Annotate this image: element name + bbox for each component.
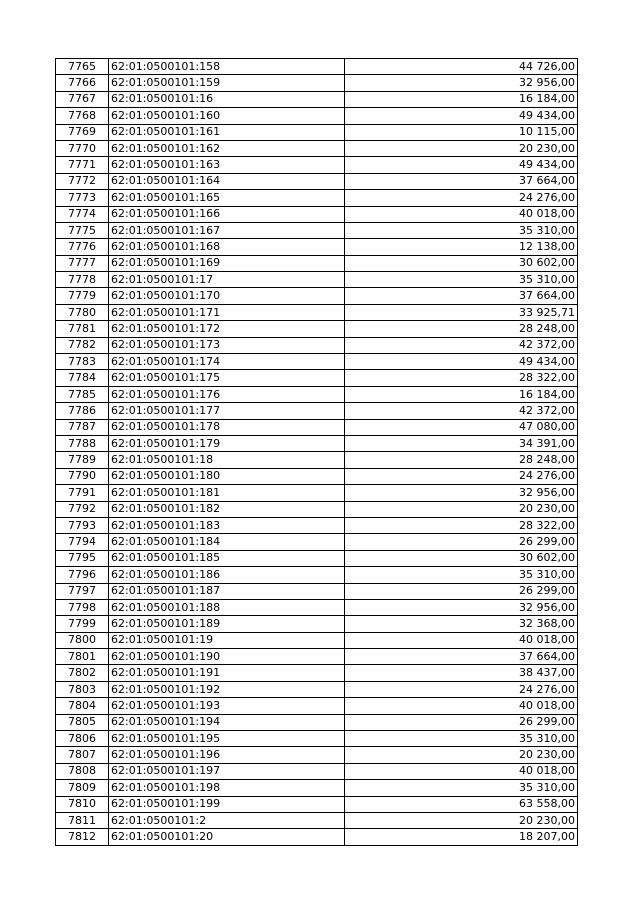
table-row bbox=[56, 321, 578, 337]
cadastral-value-cell: 26 299,00 bbox=[345, 714, 578, 730]
row-number-cell: 7770 bbox=[56, 140, 109, 156]
row-number-cell: 7791 bbox=[56, 485, 109, 501]
cadastral-number-cell: 62:01:0500101:161 bbox=[109, 124, 345, 140]
cadastral-number-cell: 62:01:0500101:166 bbox=[109, 206, 345, 222]
table-row bbox=[56, 649, 578, 665]
cadastral-value-cell: 32 368,00 bbox=[345, 616, 578, 632]
cadastral-value-cell: 26 299,00 bbox=[345, 583, 578, 599]
row-number-cell: 7774 bbox=[56, 206, 109, 222]
table-row bbox=[56, 206, 578, 222]
table-row bbox=[56, 501, 578, 517]
row-number-cell: 7794 bbox=[56, 534, 109, 550]
cadastral-number-cell: 62:01:0500101:174 bbox=[109, 354, 345, 370]
cadastral-number-cell: 62:01:0500101:179 bbox=[109, 435, 345, 451]
table-row bbox=[56, 337, 578, 353]
cadastral-value-cell: 35 310,00 bbox=[345, 222, 578, 238]
cadastral-value-cell: 40 018,00 bbox=[345, 698, 578, 714]
cadastral-number-cell: 62:01:0500101:158 bbox=[109, 59, 345, 75]
table-row bbox=[56, 386, 578, 402]
cadastral-value-cell: 35 310,00 bbox=[345, 731, 578, 747]
cadastral-number-cell: 62:01:0500101:181 bbox=[109, 485, 345, 501]
table-row bbox=[56, 239, 578, 255]
cadastral-value-cell: 32 956,00 bbox=[345, 599, 578, 615]
table-row bbox=[56, 763, 578, 779]
cadastral-number-cell: 62:01:0500101:189 bbox=[109, 616, 345, 632]
cadastral-number-cell: 62:01:0500101:162 bbox=[109, 140, 345, 156]
table-row bbox=[56, 157, 578, 173]
cadastral-number-cell: 62:01:0500101:194 bbox=[109, 714, 345, 730]
table-row bbox=[56, 435, 578, 451]
row-number-cell: 7803 bbox=[56, 681, 109, 697]
table-row bbox=[56, 780, 578, 796]
table-row bbox=[56, 731, 578, 747]
row-number-cell: 7810 bbox=[56, 796, 109, 812]
cadastral-value-cell: 16 184,00 bbox=[345, 386, 578, 402]
cadastral-value-cell: 12 138,00 bbox=[345, 239, 578, 255]
cadastral-number-cell: 62:01:0500101:19 bbox=[109, 632, 345, 648]
row-number-cell: 7781 bbox=[56, 321, 109, 337]
cadastral-value-cell: 37 664,00 bbox=[345, 173, 578, 189]
row-number-cell: 7775 bbox=[56, 222, 109, 238]
cadastral-value-cell: 35 310,00 bbox=[345, 780, 578, 796]
table-row bbox=[56, 75, 578, 91]
row-number-cell: 7799 bbox=[56, 616, 109, 632]
table-row bbox=[56, 222, 578, 238]
table-row bbox=[56, 59, 578, 75]
table-row bbox=[56, 124, 578, 140]
row-number-cell: 7771 bbox=[56, 157, 109, 173]
table-row bbox=[56, 534, 578, 550]
table-row bbox=[56, 468, 578, 484]
row-number-cell: 7778 bbox=[56, 272, 109, 288]
table-row bbox=[56, 354, 578, 370]
row-number-cell: 7772 bbox=[56, 173, 109, 189]
cadastral-number-cell: 62:01:0500101:159 bbox=[109, 75, 345, 91]
cadastral-number-cell: 62:01:0500101:193 bbox=[109, 698, 345, 714]
cadastral-number-cell: 62:01:0500101:173 bbox=[109, 337, 345, 353]
row-number-cell: 7809 bbox=[56, 780, 109, 796]
cadastral-value-cell: 20 230,00 bbox=[345, 140, 578, 156]
cadastral-value-cell: 28 322,00 bbox=[345, 370, 578, 386]
cadastral-number-cell: 62:01:0500101:2 bbox=[109, 812, 345, 828]
table-row bbox=[56, 272, 578, 288]
cadastral-number-cell: 62:01:0500101:172 bbox=[109, 321, 345, 337]
table-row bbox=[56, 419, 578, 435]
row-number-cell: 7789 bbox=[56, 452, 109, 468]
cadastral-number-cell: 62:01:0500101:183 bbox=[109, 517, 345, 533]
table-row bbox=[56, 140, 578, 156]
cadastral-number-cell: 62:01:0500101:175 bbox=[109, 370, 345, 386]
cadastral-value-cell: 28 322,00 bbox=[345, 517, 578, 533]
cadastral-value-table bbox=[55, 58, 578, 846]
cadastral-value-cell: 30 602,00 bbox=[345, 255, 578, 271]
cadastral-value-cell: 42 372,00 bbox=[345, 403, 578, 419]
row-number-cell: 7776 bbox=[56, 239, 109, 255]
table-row bbox=[56, 567, 578, 583]
cadastral-value-cell: 28 248,00 bbox=[345, 321, 578, 337]
cadastral-number-cell: 62:01:0500101:187 bbox=[109, 583, 345, 599]
table-row bbox=[56, 599, 578, 615]
cadastral-value-cell: 24 276,00 bbox=[345, 681, 578, 697]
row-number-cell: 7805 bbox=[56, 714, 109, 730]
cadastral-value-cell: 37 664,00 bbox=[345, 288, 578, 304]
cadastral-number-cell: 62:01:0500101:186 bbox=[109, 567, 345, 583]
table-row bbox=[56, 747, 578, 763]
cadastral-number-cell: 62:01:0500101:185 bbox=[109, 550, 345, 566]
cadastral-number-cell: 62:01:0500101:188 bbox=[109, 599, 345, 615]
table-row bbox=[56, 681, 578, 697]
cadastral-number-cell: 62:01:0500101:192 bbox=[109, 681, 345, 697]
table-row bbox=[56, 190, 578, 206]
cadastral-number-cell: 62:01:0500101:170 bbox=[109, 288, 345, 304]
cadastral-value-cell: 18 207,00 bbox=[345, 829, 578, 845]
row-number-cell: 7782 bbox=[56, 337, 109, 353]
cadastral-value-cell: 20 230,00 bbox=[345, 747, 578, 763]
cadastral-value-cell: 20 230,00 bbox=[345, 812, 578, 828]
table-row bbox=[56, 517, 578, 533]
cadastral-value-cell: 37 664,00 bbox=[345, 649, 578, 665]
cadastral-number-cell: 62:01:0500101:18 bbox=[109, 452, 345, 468]
cadastral-value-cell: 35 310,00 bbox=[345, 567, 578, 583]
cadastral-value-cell: 34 391,00 bbox=[345, 435, 578, 451]
cadastral-number-cell: 62:01:0500101:178 bbox=[109, 419, 345, 435]
row-number-cell: 7766 bbox=[56, 75, 109, 91]
row-number-cell: 7798 bbox=[56, 599, 109, 615]
table-row bbox=[56, 632, 578, 648]
cadastral-number-cell: 62:01:0500101:180 bbox=[109, 468, 345, 484]
row-number-cell: 7786 bbox=[56, 403, 109, 419]
cadastral-number-cell: 62:01:0500101:199 bbox=[109, 796, 345, 812]
cadastral-number-cell: 62:01:0500101:196 bbox=[109, 747, 345, 763]
row-number-cell: 7812 bbox=[56, 829, 109, 845]
table-row bbox=[56, 550, 578, 566]
cadastral-value-cell: 38 437,00 bbox=[345, 665, 578, 681]
cadastral-number-cell: 62:01:0500101:17 bbox=[109, 272, 345, 288]
cadastral-number-cell: 62:01:0500101:191 bbox=[109, 665, 345, 681]
cadastral-number-cell: 62:01:0500101:177 bbox=[109, 403, 345, 419]
row-number-cell: 7804 bbox=[56, 698, 109, 714]
row-number-cell: 7811 bbox=[56, 812, 109, 828]
table-row bbox=[56, 91, 578, 107]
row-number-cell: 7779 bbox=[56, 288, 109, 304]
cadastral-value-cell: 26 299,00 bbox=[345, 534, 578, 550]
row-number-cell: 7765 bbox=[56, 59, 109, 75]
cadastral-value-cell: 44 726,00 bbox=[345, 59, 578, 75]
row-number-cell: 7783 bbox=[56, 354, 109, 370]
row-number-cell: 7777 bbox=[56, 255, 109, 271]
table-row bbox=[56, 255, 578, 271]
cadastral-number-cell: 62:01:0500101:195 bbox=[109, 731, 345, 747]
table-row bbox=[56, 714, 578, 730]
row-number-cell: 7785 bbox=[56, 386, 109, 402]
row-number-cell: 7790 bbox=[56, 468, 109, 484]
cadastral-value-cell: 32 956,00 bbox=[345, 485, 578, 501]
cadastral-number-cell: 62:01:0500101:182 bbox=[109, 501, 345, 517]
row-number-cell: 7801 bbox=[56, 649, 109, 665]
cadastral-value-cell: 47 080,00 bbox=[345, 419, 578, 435]
cadastral-value-cell: 63 558,00 bbox=[345, 796, 578, 812]
cadastral-value-cell: 30 602,00 bbox=[345, 550, 578, 566]
table-row bbox=[56, 304, 578, 320]
cadastral-number-cell: 62:01:0500101:163 bbox=[109, 157, 345, 173]
cadastral-value-cell: 49 434,00 bbox=[345, 354, 578, 370]
row-number-cell: 7802 bbox=[56, 665, 109, 681]
table-body bbox=[56, 59, 578, 846]
cadastral-number-cell: 62:01:0500101:16 bbox=[109, 91, 345, 107]
cadastral-value-cell: 40 018,00 bbox=[345, 632, 578, 648]
cadastral-value-cell: 49 434,00 bbox=[345, 108, 578, 124]
row-number-cell: 7773 bbox=[56, 190, 109, 206]
cadastral-number-cell: 62:01:0500101:165 bbox=[109, 190, 345, 206]
table-row bbox=[56, 403, 578, 419]
cadastral-value-cell: 49 434,00 bbox=[345, 157, 578, 173]
table-row bbox=[56, 288, 578, 304]
row-number-cell: 7787 bbox=[56, 419, 109, 435]
table-row bbox=[56, 829, 578, 845]
cadastral-value-cell: 20 230,00 bbox=[345, 501, 578, 517]
cadastral-value-cell: 33 925,71 bbox=[345, 304, 578, 320]
row-number-cell: 7807 bbox=[56, 747, 109, 763]
cadastral-number-cell: 62:01:0500101:160 bbox=[109, 108, 345, 124]
cadastral-value-cell: 10 115,00 bbox=[345, 124, 578, 140]
cadastral-value-cell: 35 310,00 bbox=[345, 272, 578, 288]
cadastral-number-cell: 62:01:0500101:171 bbox=[109, 304, 345, 320]
row-number-cell: 7800 bbox=[56, 632, 109, 648]
cadastral-value-cell: 32 956,00 bbox=[345, 75, 578, 91]
row-number-cell: 7767 bbox=[56, 91, 109, 107]
row-number-cell: 7806 bbox=[56, 731, 109, 747]
row-number-cell: 7808 bbox=[56, 763, 109, 779]
table-row bbox=[56, 108, 578, 124]
row-number-cell: 7788 bbox=[56, 435, 109, 451]
row-number-cell: 7795 bbox=[56, 550, 109, 566]
row-number-cell: 7792 bbox=[56, 501, 109, 517]
row-number-cell: 7769 bbox=[56, 124, 109, 140]
cadastral-value-cell: 16 184,00 bbox=[345, 91, 578, 107]
cadastral-number-cell: 62:01:0500101:168 bbox=[109, 239, 345, 255]
row-number-cell: 7793 bbox=[56, 517, 109, 533]
cadastral-number-cell: 62:01:0500101:176 bbox=[109, 386, 345, 402]
row-number-cell: 7796 bbox=[56, 567, 109, 583]
table-row bbox=[56, 698, 578, 714]
table-row bbox=[56, 812, 578, 828]
table-row bbox=[56, 583, 578, 599]
row-number-cell: 7768 bbox=[56, 108, 109, 124]
row-number-cell: 7797 bbox=[56, 583, 109, 599]
cadastral-value-cell: 40 018,00 bbox=[345, 763, 578, 779]
cadastral-number-cell: 62:01:0500101:198 bbox=[109, 780, 345, 796]
table-row bbox=[56, 452, 578, 468]
row-number-cell: 7780 bbox=[56, 304, 109, 320]
cadastral-value-cell: 40 018,00 bbox=[345, 206, 578, 222]
cadastral-number-cell: 62:01:0500101:197 bbox=[109, 763, 345, 779]
cadastral-value-cell: 42 372,00 bbox=[345, 337, 578, 353]
cadastral-number-cell: 62:01:0500101:20 bbox=[109, 829, 345, 845]
table-row bbox=[56, 616, 578, 632]
cadastral-number-cell: 62:01:0500101:184 bbox=[109, 534, 345, 550]
cadastral-number-cell: 62:01:0500101:167 bbox=[109, 222, 345, 238]
cadastral-number-cell: 62:01:0500101:164 bbox=[109, 173, 345, 189]
table-row bbox=[56, 485, 578, 501]
table-row bbox=[56, 173, 578, 189]
cadastral-number-cell: 62:01:0500101:169 bbox=[109, 255, 345, 271]
row-number-cell: 7784 bbox=[56, 370, 109, 386]
cadastral-value-cell: 24 276,00 bbox=[345, 190, 578, 206]
table-row bbox=[56, 665, 578, 681]
table-row bbox=[56, 796, 578, 812]
table-row bbox=[56, 370, 578, 386]
cadastral-number-cell: 62:01:0500101:190 bbox=[109, 649, 345, 665]
cadastral-value-cell: 28 248,00 bbox=[345, 452, 578, 468]
cadastral-value-cell: 24 276,00 bbox=[345, 468, 578, 484]
